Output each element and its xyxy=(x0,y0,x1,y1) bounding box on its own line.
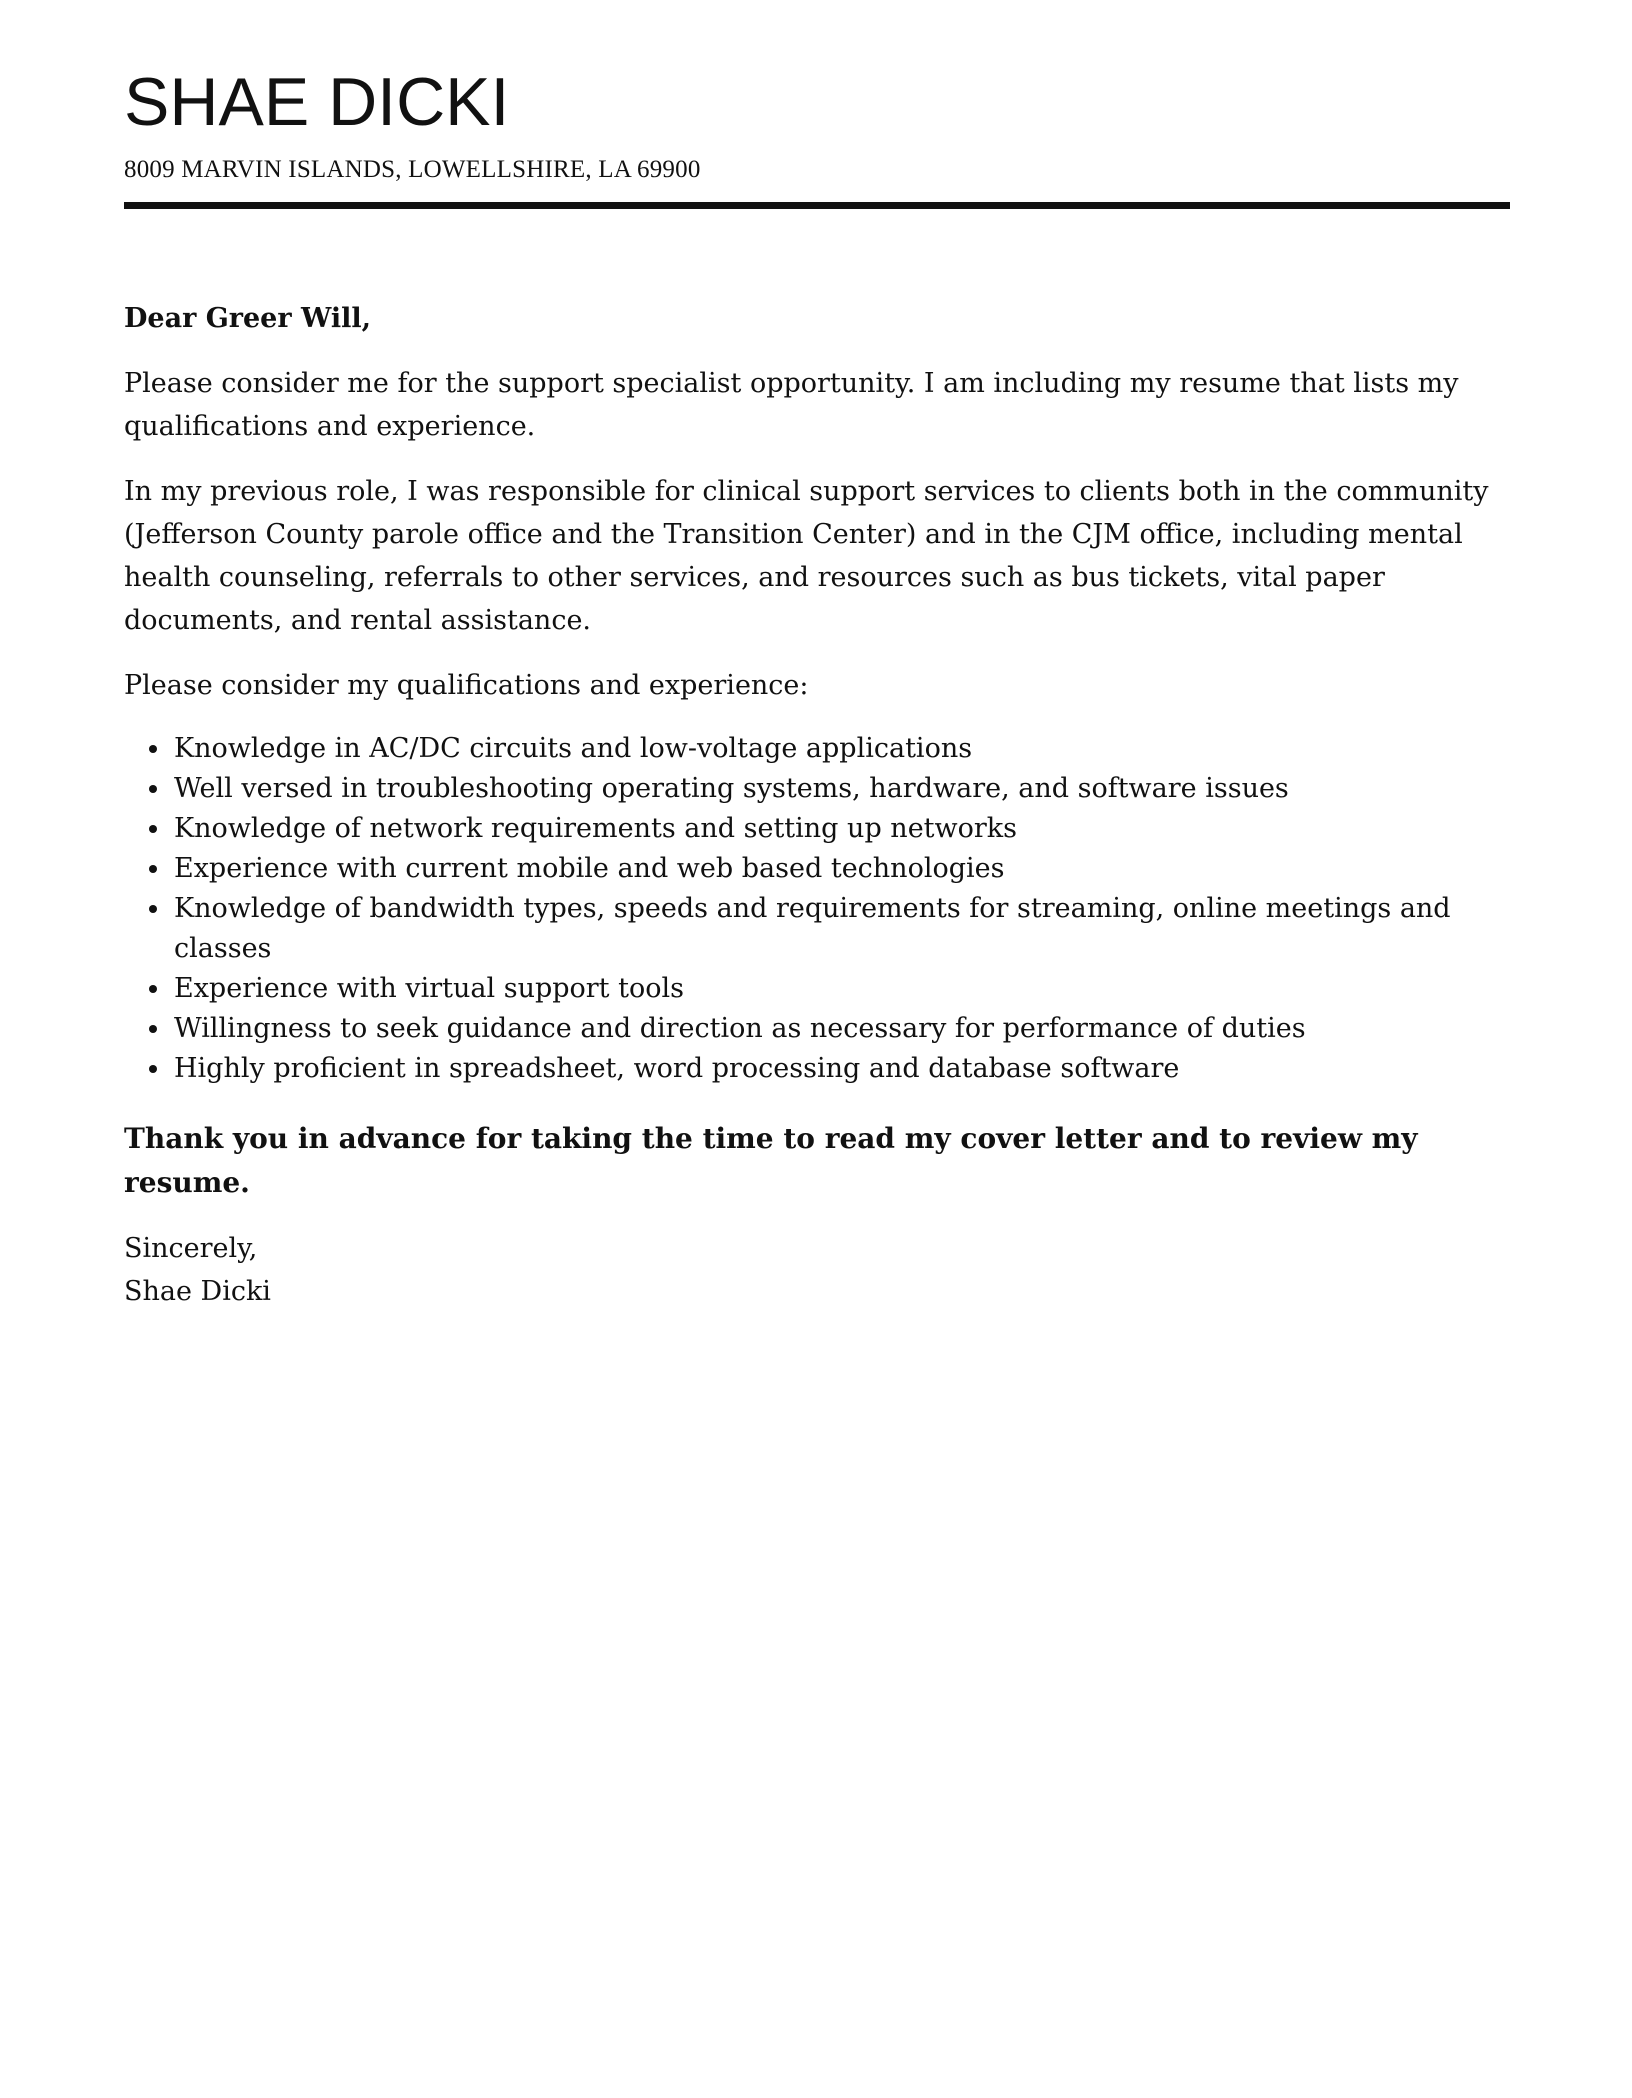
signature-name: Shae Dicki xyxy=(124,1276,271,1307)
list-item: • Well versed in troubleshooting operating systems, hardware, and software issues xyxy=(172,769,1514,809)
signoff: Sincerely, xyxy=(124,1233,258,1264)
applicant-name: SHAE DICKI xyxy=(124,64,510,140)
list-item: • Knowledge of bandwidth types, speeds and requirements for streaming, online meetings and classes xyxy=(172,889,1514,969)
letter-header xyxy=(124,64,1508,209)
list-item: • Willingness to seek guidance and direction as necessary for performance of duties xyxy=(172,1009,1514,1049)
list-item: • Knowledge in AC/DC circuits and low-voltage applications xyxy=(172,729,1514,769)
qualifications-list xyxy=(124,729,1514,1089)
header-divider xyxy=(124,202,1510,209)
letter-body xyxy=(124,297,1514,1313)
list-item: • Highly proficient in spreadsheet, word processing and database software xyxy=(172,1049,1514,1089)
closing-statement: Thank you in advance for taking the time to read my cover letter and to review my resume. xyxy=(124,1122,1418,1199)
qualifications-intro: Please consider my qualifications and experience: xyxy=(124,670,809,701)
applicant-address: 8009 MARVIN ISLANDS, LOWELLSHIRE, LA 69900 xyxy=(124,156,701,183)
list-item: • Experience with virtual support tools xyxy=(172,969,1514,1009)
list-item: • Knowledge of network requirements and setting up networks xyxy=(172,809,1514,849)
list-item: • Experience with current mobile and web based technologies xyxy=(172,849,1514,889)
experience-paragraph: In my previous role, I was responsible for clinical support services to clients both in the community (Jefferson County parole office and the Transition Center) and in the CJM office, including mental health counseling, referrals to other services, and resources such as bus tickets, vital paper documents, and rental assistance. xyxy=(124,476,1489,636)
salutation: Dear Greer Will, xyxy=(124,303,371,334)
intro-paragraph: Please consider me for the support specialist opportunity. I am including my resume that lists my qualifications and experience. xyxy=(124,368,1459,442)
